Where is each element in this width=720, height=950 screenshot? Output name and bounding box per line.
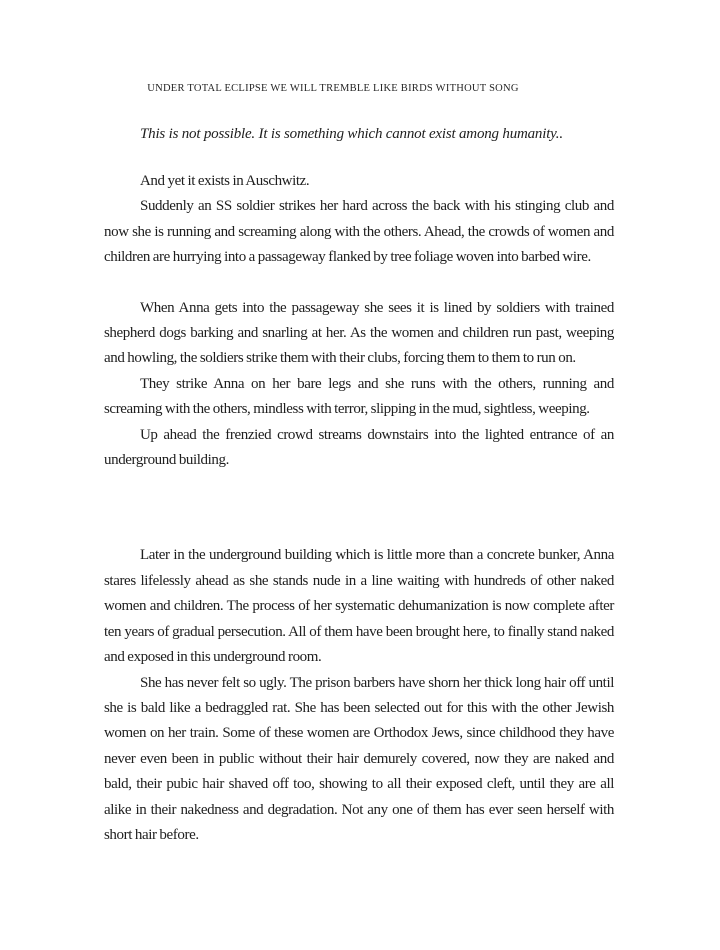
body-paragraph: They strike Anna on her bare legs and she runs with the others, running and screaming with the others, mindless with terror, slipping in the mud, sightless, weeping.: [104, 375, 614, 418]
body-paragraph: Later in the underground building which is little more than a concrete bunker, Anna stares lifelessly ahead as she stands nude in a line waiting with hundreds of other naked women and children. The process of her systematic dehumanization is now complete after ten years of gradual persecution. All of them have been brought here, to finally stand naked and exposed in this underground room.: [104, 547, 614, 666]
body-paragraph: When Anna gets into the passageway she sees it is lined by soldiers with trained shepherd dogs barking and snarling at her. As the women and children run past, weeping and howling, the soldiers strike them with their clubs, forcing them to them to run on.: [104, 299, 614, 367]
body-paragraph: Suddenly an SS soldier strikes her hard across the back with his stinging club and now she is running and screaming along with the others. Ahead, the crowds of women and children are hurrying into a passageway flanked by tree foliage woven into barbed wire.: [104, 198, 614, 266]
body-paragraph: And yet it exists in Auschwitz.: [140, 173, 310, 189]
epigraph: This is not possible. It is something which cannot exist among humanity..: [140, 126, 563, 142]
page-header-title: UNDER TOTAL ECLIPSE WE WILL TREMBLE LIKE BIRDS WITHOUT SONG: [147, 83, 519, 94]
body-paragraph: She has never felt so ugly. The prison barbers have shorn her thick long hair off until she is bald like a bedraggled rat. She has been selected out for this with the other Jewish women on her train. Some of these women are Orthodox Jews, since childhood they have never even been in public without their hair demurely covered, now they are naked and bald, their pubic hair shaved off too, showing to all their exposed cleft, until they are all alike in their nakedness and degradation. Not any one of them has ever seen herself with short hair before.: [104, 674, 614, 843]
body-paragraph: Up ahead the frenzied crowd streams downstairs into the lighted entrance of an underground building.: [104, 426, 614, 469]
